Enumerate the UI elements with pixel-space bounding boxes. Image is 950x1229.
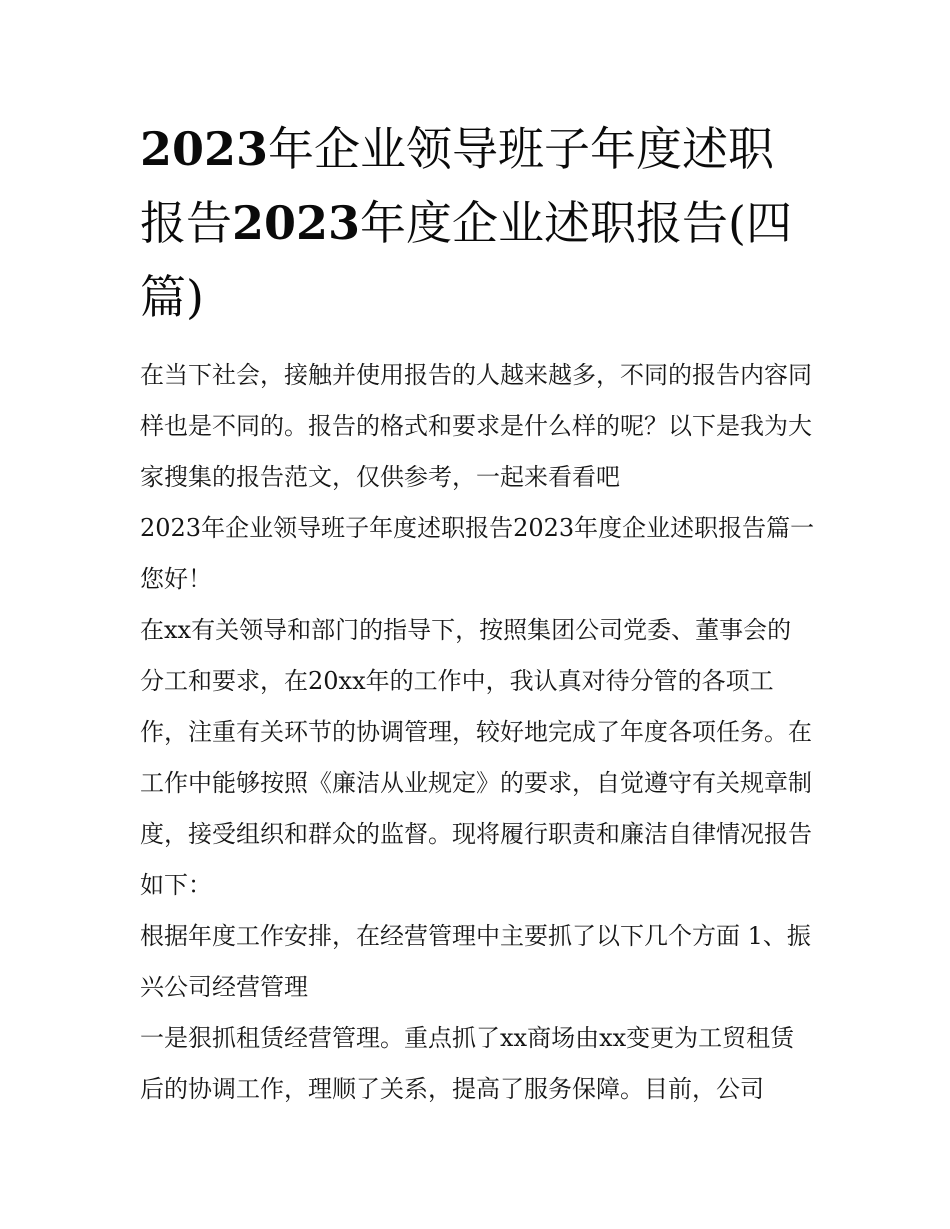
title-year-a: 2023 (140, 122, 269, 176)
paragraph-overview: 在xx有关领导和部门的指导下，按照集团公司党委、董事会的分工和要求，在20xx年的工作中，我认真对待分管的各项工作，注重有关环节的协调管理，较好地完成了年度各项任务。在工作中能够按照《廉洁从业规定》的要求，自觉遵守有关规章制度，接受组织和群众的监督。现将履行职责和廉洁自律情况报告如下： (140, 616, 812, 899)
paragraph-work-focus: 根据年度工作安排，在经营管理中主要抓了以下几个方面 1、振兴公司经营管理 (140, 922, 811, 1001)
document-title (140, 112, 815, 334)
title-text-b: 年度企业述职报告(四篇) (140, 196, 792, 324)
document-paragraphs (140, 350, 815, 1115)
paragraph-leasing: 一是狠抓租赁经营管理。重点抓了xx商场由xx变更为工贸租赁后的协调工作，理顺了关系，提高了服务保障。目前，公司 (140, 1024, 795, 1103)
title-year-b: 2023 (232, 196, 361, 250)
paragraph-intro: 在当下社会，接触并使用报告的人越来越多，不同的报告内容同样也是不同的。报告的格式和要求是什么样的呢？以下是我为大家搜集的报告范文，仅供参考，一起来看看吧 (140, 361, 812, 491)
document-body (140, 112, 815, 1115)
title-text-a: 年企业领导班子年度述职报告 (140, 122, 775, 250)
paragraph-section-heading: 2023年企业领导班子年度述职报告2023年度企业述职报告篇一 您好！ (140, 514, 815, 593)
